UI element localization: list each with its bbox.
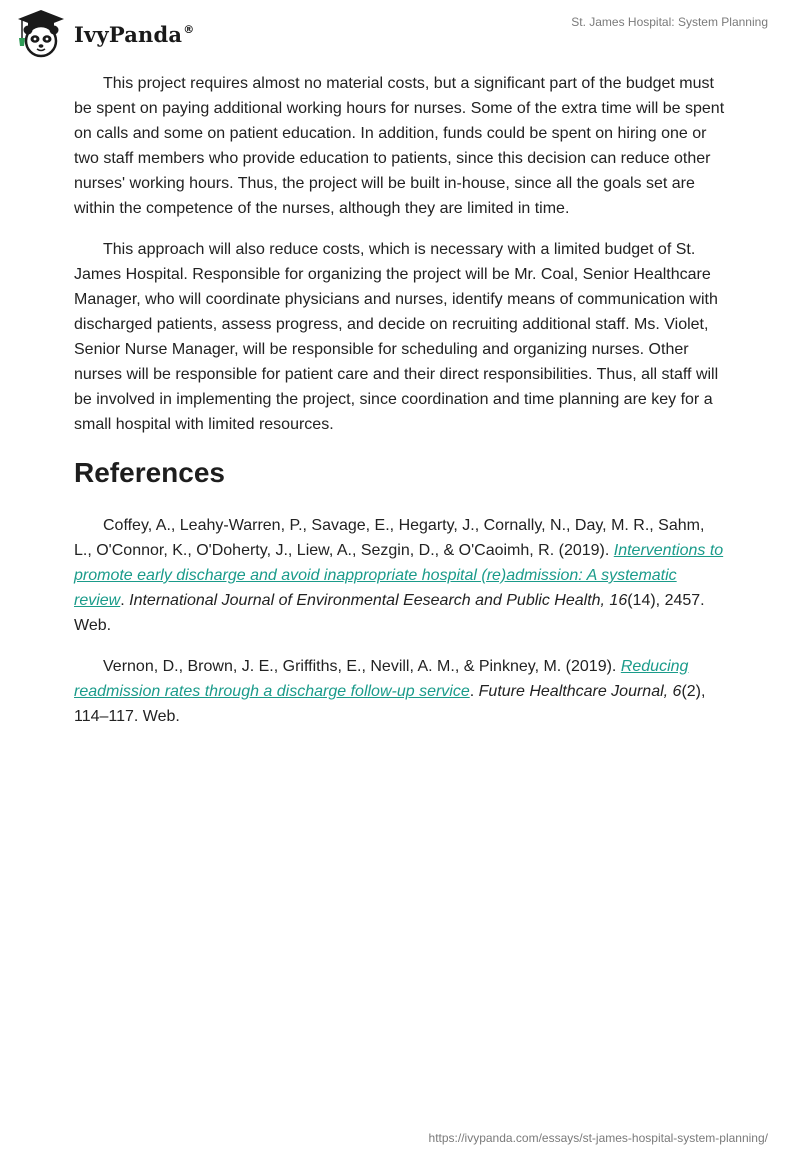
reference-title-link[interactable]: Interventions to promote early discharge and avoid inappropriate hospital (re)admission: A systematic review bbox=[74, 542, 724, 609]
reference-authors: Coffey, A., Leahy-Warren, P., Savage, E., Hegarty, J., Cornally, N., Day, M. R., Sahm, L., O'Connor, K., O'Doherty, J., Liew, A., Sezgin, D., & O'Caoimh, R. (2019). bbox=[74, 517, 705, 559]
reference-item bbox=[74, 654, 726, 729]
page-header bbox=[0, 0, 800, 64]
reference-separator: . bbox=[469, 683, 475, 700]
source-url[interactable]: https://ivypanda.com/essays/st-james-hospital-system-planning/ bbox=[428, 1131, 768, 1145]
reference-journal: Future Healthcare Journal, 6 bbox=[478, 683, 682, 700]
reference-title-link[interactable]: Reducing readmission rates through a discharge follow-up service bbox=[74, 658, 689, 700]
running-title: St. James Hospital: System Planning bbox=[571, 15, 768, 29]
reference-issue-pages: (14), 2457. Web. bbox=[74, 592, 705, 634]
reference-authors: Vernon, D., Brown, J. E., Griffiths, E., Nevill, A. M., & Pinkney, M. (2019). bbox=[103, 658, 617, 675]
brand-name: IvyPanda® bbox=[74, 21, 195, 47]
body-paragraph: This approach will also reduce costs, which is necessary with a limited budget of St. James Hospital. Responsible for organizing the project will be Mr. Coal, Senior Healthcare Manager, who will coordinate physicians and nurses, identify means of communication with discharged patients, assess progress, and decide on recruiting additional staff. Ms. Violet, Senior Nurse Manager, will be responsible for scheduling and organizing nurses. Other nurses will be responsible for patient care and their direct responsibilities. Thus, all staff will be involved in implementing the project, since coordination and time planning are key for a small hospital with limited resources. bbox=[74, 241, 719, 433]
reference-issue-pages: (2), 114–117. Web. bbox=[74, 683, 706, 725]
panda-graduate-icon bbox=[14, 8, 68, 58]
reference-item bbox=[74, 513, 726, 638]
ivypanda-logo[interactable] bbox=[14, 8, 194, 58]
reference-journal: International Journal of Environmental Eesearch and Public Health, 16 bbox=[129, 592, 628, 609]
essay-body bbox=[74, 71, 726, 745]
body-paragraph: This project requires almost no material costs, but a significant part of the budget must be spent on paying additional working hours for nurses. Some of the extra time will be spent on calls and some on patient education. In addition, funds could be spent on hiring one or two staff members who provide education to patients, since this decision can reduce other nurses' working hours. Thus, the project will be built in-house, since all the goals set are within the competence of the nurses, although they are limited in time. bbox=[74, 75, 725, 217]
references-heading: References bbox=[74, 457, 225, 488]
reference-separator: . bbox=[120, 592, 125, 609]
